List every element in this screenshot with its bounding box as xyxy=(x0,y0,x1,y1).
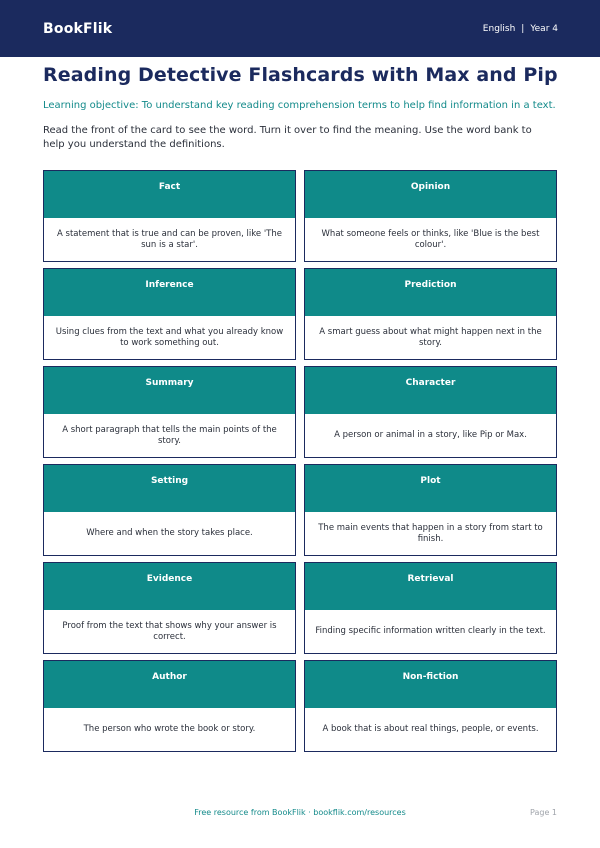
flashcard[interactable] xyxy=(43,366,296,458)
flashcard-term: Summary xyxy=(44,367,295,414)
flashcard-term: Opinion xyxy=(305,171,556,218)
flashcard-term: Fact xyxy=(44,171,295,218)
flashcard[interactable] xyxy=(43,562,296,654)
flashcard-grid xyxy=(43,170,557,752)
flashcard[interactable] xyxy=(43,464,296,556)
flashcard-definition: Finding specific information written clearly in the text. xyxy=(315,626,546,636)
flashcard-term: Author xyxy=(44,661,295,708)
flashcard-term: Retrieval xyxy=(305,563,556,610)
flashcard-definition: The person who wrote the book or story. xyxy=(83,724,256,734)
flashcard-definition: A short paragraph that tells the main points of the story. xyxy=(62,424,277,446)
flashcard-definition: Where and when the story takes place. xyxy=(86,528,253,538)
flashcard-term: Plot xyxy=(305,465,556,512)
footer-credit[interactable]: Free resource from BookFlik · bookflik.com/resources xyxy=(194,808,406,817)
flashcard[interactable] xyxy=(304,562,557,654)
subject-label: English xyxy=(482,23,516,34)
flashcard[interactable] xyxy=(43,268,296,360)
flashcard[interactable] xyxy=(43,660,296,752)
meta-separator: | xyxy=(521,23,525,34)
flashcard-definition: A statement that is true and can be proven, like 'The sun is a star'. xyxy=(57,228,282,250)
flashcard-term: Prediction xyxy=(305,269,556,316)
header-bar xyxy=(0,0,600,57)
brand-logo[interactable]: BookFlik xyxy=(43,20,113,37)
instructions: Read the front of the card to see the word. Turn it over to find the meaning. Use the word bank to help you understand the definitions. xyxy=(43,125,532,150)
flashcard-definition: A book that is about real things, people, or events. xyxy=(322,724,539,734)
flashcard[interactable] xyxy=(304,268,557,360)
flashcard[interactable] xyxy=(304,660,557,752)
flashcard-definition: Proof from the text that shows why your answer is correct. xyxy=(62,620,277,642)
flashcard-term: Character xyxy=(305,367,556,414)
flashcard-definition: A person or animal in a story, like Pip or Max. xyxy=(334,430,527,440)
flashcard[interactable] xyxy=(304,464,557,556)
flashcard-term: Inference xyxy=(44,269,295,316)
flashcard-definition: The main events that happen in a story from start to finish. xyxy=(318,522,543,544)
year-label: Year 4 xyxy=(530,23,558,34)
flashcard-term: Evidence xyxy=(44,563,295,610)
flashcard-definition: What someone feels or thinks, like 'Blue is the best colour'. xyxy=(321,228,540,250)
page-number: Page 1 xyxy=(530,808,557,817)
learning-objective: Learning objective: To understand key reading comprehension terms to help find information in a text. xyxy=(43,100,556,111)
flashcard-term: Setting xyxy=(44,465,295,512)
flashcard[interactable] xyxy=(304,170,557,262)
page-title: Reading Detective Flashcards with Max and Pip xyxy=(43,64,558,86)
flashcard-term: Non-fiction xyxy=(305,661,556,708)
flashcard[interactable] xyxy=(304,366,557,458)
flashcard[interactable] xyxy=(43,170,296,262)
flashcard-definition: A smart guess about what might happen next in the story. xyxy=(319,326,542,348)
header-meta xyxy=(483,24,558,34)
flashcard-definition: Using clues from the text and what you already know to work something out. xyxy=(55,326,284,348)
